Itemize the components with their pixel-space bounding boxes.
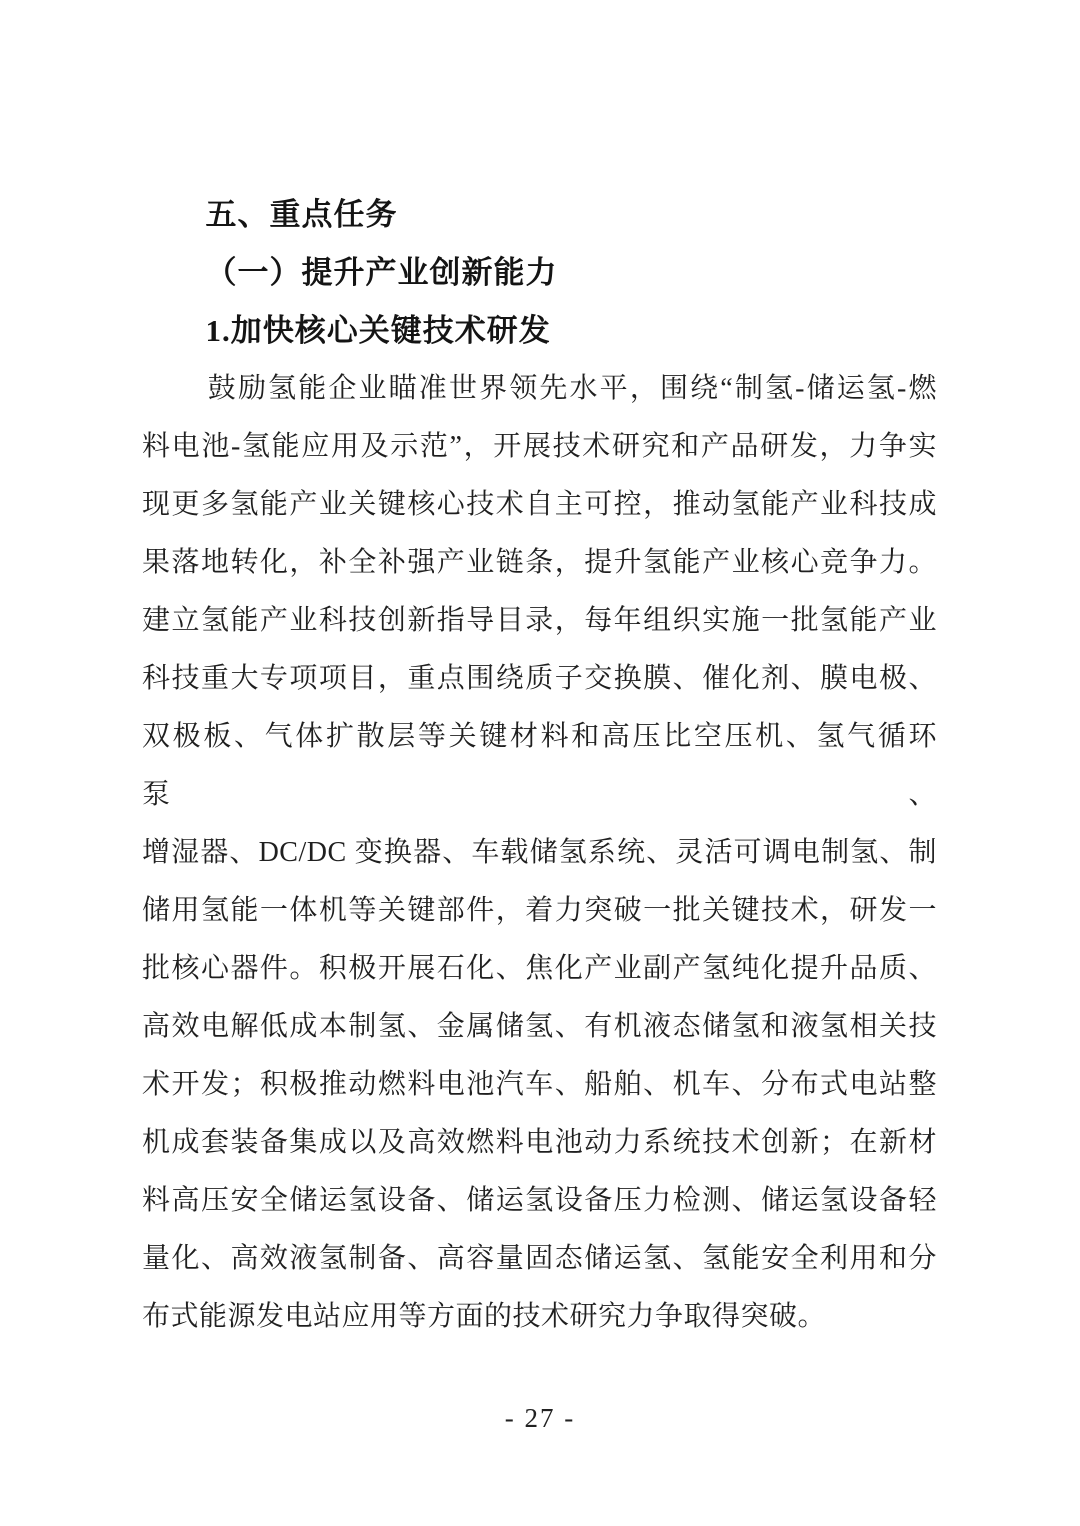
paragraph-line: 批核心器件。积极开展石化、焦化产业副产氢纯化提升品质、 xyxy=(142,953,937,984)
paragraph-line: 双极板、气体扩散层等关键材料和高压比空压机、氢气循环泵、 xyxy=(142,721,937,810)
paragraph-line: 机成套装备集成以及高效燃料电池动力系统技术创新；在新材 xyxy=(142,1127,937,1158)
section-heading-level2: （一）提升产业创新能力 xyxy=(205,255,558,290)
paragraph-line: 量化、高效液氢制备、高容量固态储运氢、氢能安全利用和分 xyxy=(142,1243,937,1274)
paragraph-line: 术开发；积极推动燃料电池汽车、船舶、机车、分布式电站整 xyxy=(142,1069,937,1100)
paragraph-line: 布式能源发电站应用等方面的技术研究力争取得突破。 xyxy=(142,1301,827,1332)
page-number: - 27 - xyxy=(504,1403,576,1433)
paragraph-line: 科技重大专项项目，重点围绕质子交换膜、催化剂、膜电极、 xyxy=(142,663,937,694)
paragraph-line: 建立氢能产业科技创新指导目录，每年组织实施一批氢能产业 xyxy=(142,605,937,636)
paragraph-line: 果落地转化，补全补强产业链条，提升氢能产业核心竞争力。 xyxy=(142,547,937,578)
paragraph-line: 储用氢能一体机等关键部件，着力突破一批关键技术，研发一 xyxy=(142,895,937,926)
paragraph-line: 料高压安全储运氢设备、储运氢设备压力检测、储运氢设备轻 xyxy=(142,1185,937,1216)
section-heading-level3: 1.加快核心关键技术研发 xyxy=(205,313,551,348)
paragraph-line: 高效电解低成本制氢、金属储氢、有机液态储氢和液氢相关技 xyxy=(142,1011,937,1042)
document-body xyxy=(142,186,937,1346)
paragraph-line: 增湿器、DC/DC 变换器、车载储氢系统、灵活可调电制氢、制 xyxy=(142,837,937,868)
paragraph-line: 料电池-氢能应用及示范”，开展技术研究和产品研发，力争实 xyxy=(142,431,937,462)
paragraph-line: 鼓励氢能企业瞄准世界领先水平，围绕“制氢-储运氢-燃 xyxy=(207,373,937,404)
paragraph-line: 现更多氢能产业关键核心技术自主可控，推动氢能产业科技成 xyxy=(142,489,937,520)
section-heading-level1: 五、重点任务 xyxy=(205,197,398,232)
body-paragraph xyxy=(142,360,937,1346)
